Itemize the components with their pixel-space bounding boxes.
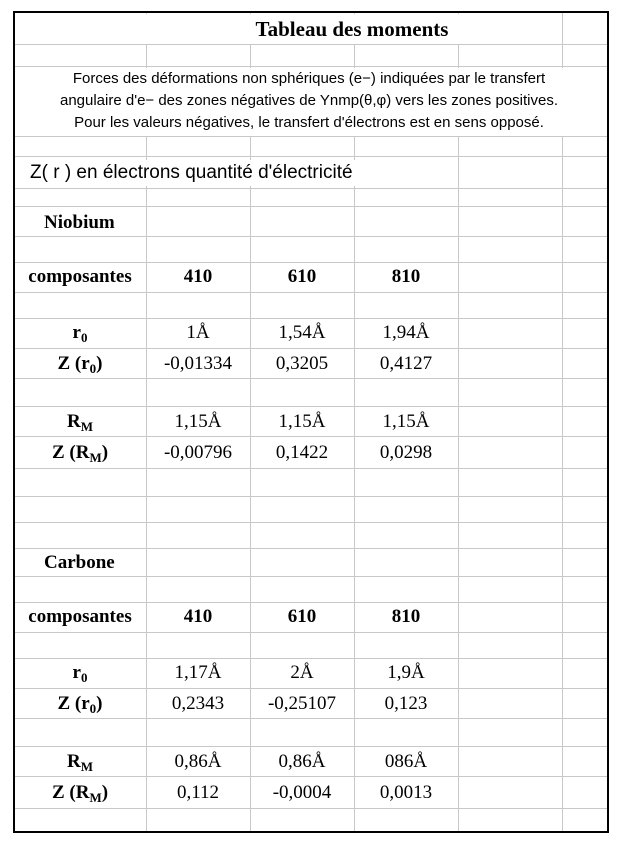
section-title-niobium: Niobium [44,212,115,233]
table-cell: 0,123 [384,693,428,714]
header-cell: 610 [287,606,317,627]
table-cell: 0,4127 [379,353,433,374]
table-cell: -0,00796 [163,442,233,463]
row-label-r0: $r_0$ [72,662,88,685]
table-cell: 0,1422 [275,442,329,463]
header-cell: 810 [391,266,421,287]
header-label: composantes [28,266,132,287]
row-label-rm: $R_M$ [66,411,93,434]
table-cell: 1,15Å [382,411,430,432]
table-cell: 1Å [186,322,210,343]
row-label-r0: $r_0$ [72,322,88,345]
row-label-z-r0: Z $(r_0)$ [57,353,103,376]
page-title: Tableau des moments [146,14,558,44]
table-cell: -0,01334 [163,353,233,374]
table-cell: 0,112 [176,782,220,803]
section-title-carbone: Carbone [44,552,115,573]
table-cell: 2Å [290,662,314,683]
header-cell: 410 [183,266,213,287]
intro-line: Pour les valeurs négatives, le transfert d'électrons est en sens opposé. [74,114,544,131]
table-cell: 0,0298 [379,442,433,463]
row-label-z-r0: Z $(r_0)$ [57,693,103,716]
intro-line: angulaire d'e− des zones négatives de Ynmp(θ,φ) vers les zones positives. [59,92,558,109]
table-cell: 1,54Å [278,322,326,343]
row-label-rm: $R_M$ [66,751,93,774]
table-cell: 1,17Å [174,662,222,683]
z-caption: Z( r ) en électrons quantité d'électricité [30,160,357,186]
header-cell: 410 [183,606,213,627]
table-cell: 0,86Å [278,751,326,772]
row-label-z-rm: Z $(R_M)$ [51,442,109,465]
table-cell: 1,9Å [387,662,425,683]
table-cell: -0,0004 [272,782,332,803]
table-cell: 0,3205 [275,353,329,374]
table-cell: 0,2343 [171,693,225,714]
row-label-z-rm: Z $(R_M)$ [51,782,109,805]
table-cell: 086Å [384,751,428,772]
header-label: composantes [28,606,132,627]
table-cell: 1,15Å [278,411,326,432]
table-cell: 1,94Å [382,322,430,343]
intro-line: Forces des déformations non sphériques (e−) indiquées par le transfert [72,70,546,87]
table-cell: 0,0013 [379,782,433,803]
table-cell: 1,15Å [174,411,222,432]
table-cell: -0,25107 [267,693,337,714]
header-cell: 810 [391,606,421,627]
header-cell: 610 [287,266,317,287]
table-cell: 0,86Å [174,751,222,772]
intro-paragraph [20,68,598,136]
